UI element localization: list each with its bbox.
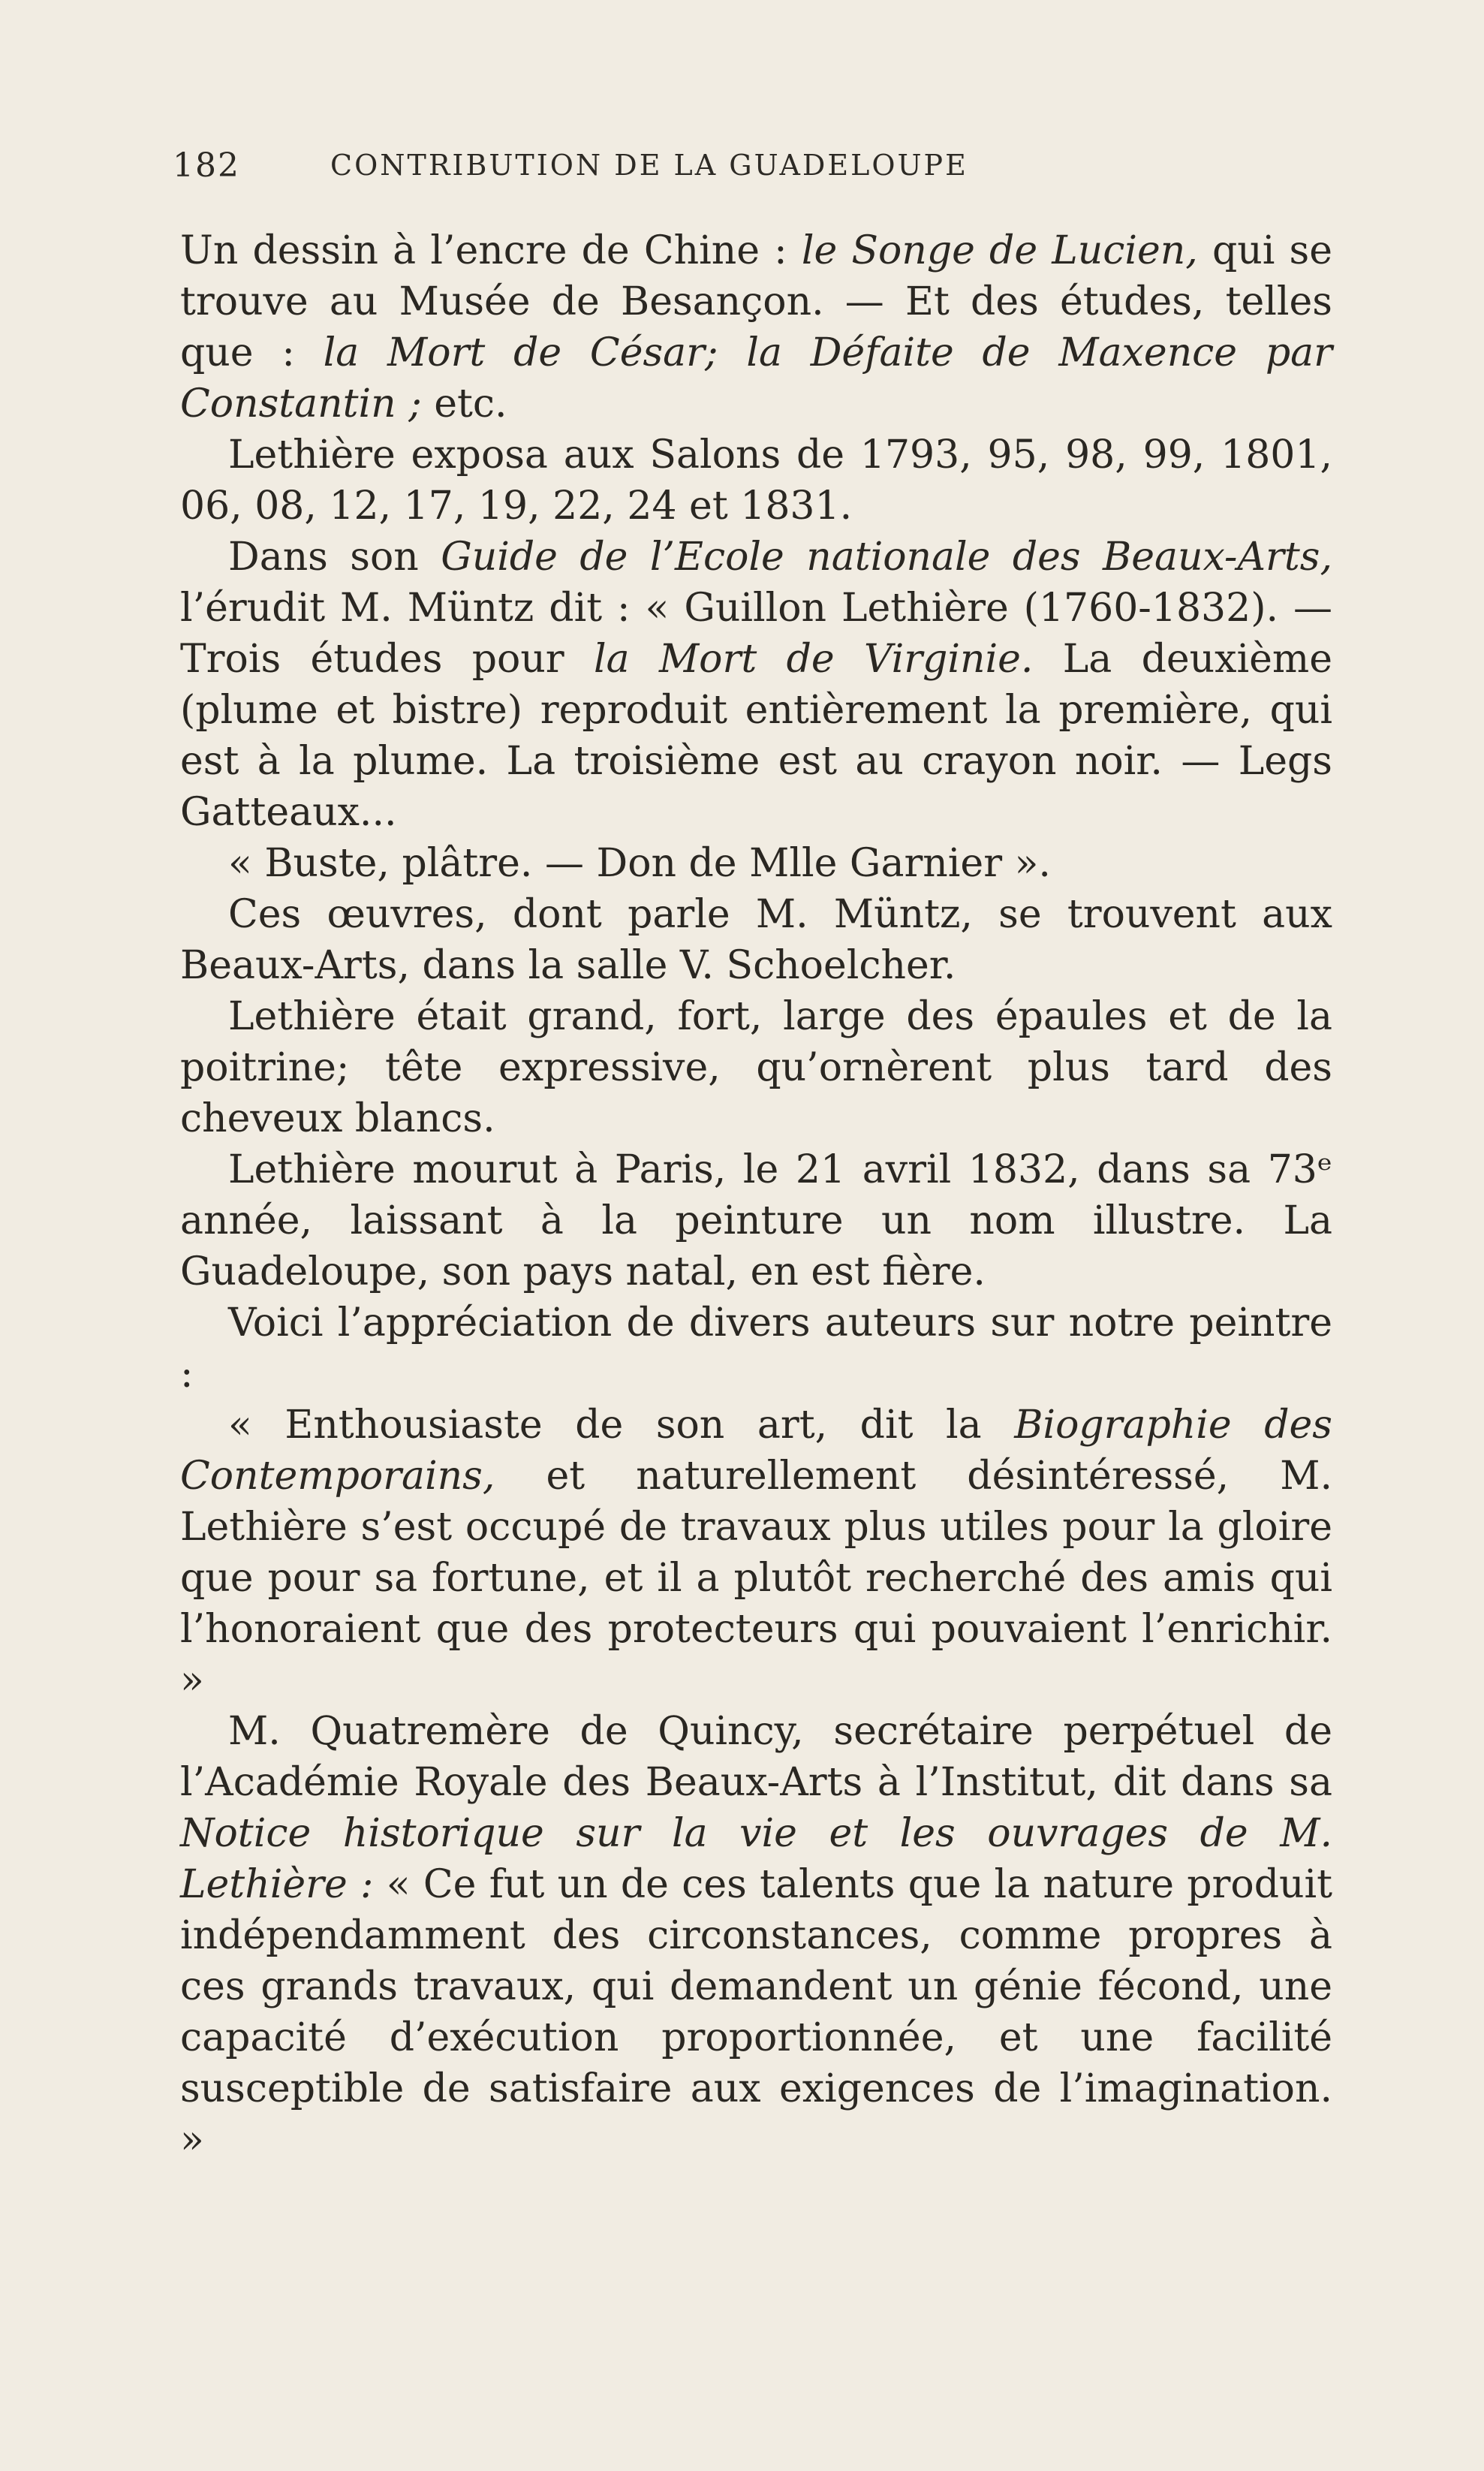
paragraph-7: Lethière mourut à Paris, le 21 avril 1832, dans sa 73ᵉ année, laissant à la peinture un nom illustre. La Guadeloupe, son pays natal, en est fière. bbox=[180, 1147, 1332, 1294]
paragraph-text: Un dessin à l’encre de Chine : bbox=[180, 228, 802, 273]
paragraph-text: M. Quatremère de Quincy, secrétaire perpétuel de l’Académie Royale des Beaux-Arts à l’Institut, dit dans sa bbox=[180, 1709, 1332, 1805]
italic-title: la Mort de Virginie. bbox=[593, 637, 1034, 682]
paragraph-5: Ces œuvres, dont parle M. Müntz, se trouvent aux Beaux-Arts, dans la salle V. Schoelcher. bbox=[180, 892, 1332, 988]
paragraph-text: « Ce fut un de ces talents que la nature produit indépendamment des circonstances, comme propres à ces grands travaux, qui demandent un génie fécond, une capacité d’exécution proportionnée, et une facilité susceptible de satisfaire aux exigences de l’imagination. » bbox=[180, 1862, 1333, 2162]
running-head bbox=[173, 143, 1329, 188]
paragraph-text: l’érudit M. Müntz dit : « Guillon Lethière (1760-1832). — Trois études pour bbox=[180, 586, 1332, 682]
paragraph-2: Lethière exposa aux Salons de 1793, 95, 98, 99, 1801, 06, 08, 12, 17, 19, 22, 24 et 1831. bbox=[180, 432, 1332, 529]
running-title: CONTRIBUTION DE LA GUADELOUPE bbox=[330, 149, 968, 182]
italic-title: Notice historique sur la vie et les ouvrages de M. Lethière : bbox=[180, 1811, 1332, 1907]
paragraph-9 bbox=[180, 1400, 1332, 1706]
paragraph-text: qui se trouve au Musée de Besançon. — Et des études, telles que : bbox=[180, 228, 1332, 375]
paragraph-1 bbox=[180, 225, 1332, 429]
paragraph-text: « Enthousiaste de son art, dit la bbox=[228, 1403, 1015, 1448]
italic-title: Biographie des Contemporains, bbox=[180, 1403, 1332, 1499]
paragraph-text: La deuxième (plume et bistre) reproduit entièrement la première, qui est à la plume. La troisième est au crayon noir. — Legs Gatteaux... bbox=[180, 637, 1332, 835]
paragraph-10 bbox=[180, 1706, 1332, 2165]
paragraph-text: etc. bbox=[421, 381, 507, 426]
paragraph-3 bbox=[180, 532, 1332, 838]
paragraph-8: Voici l’appréciation de divers auteurs sur notre peintre : bbox=[180, 1300, 1332, 1397]
paragraph-4: « Buste, plâtre. — Don de Mlle Garnier ». bbox=[228, 841, 1051, 886]
italic-title: Guide de l’Ecole nationale des Beaux-Arts, bbox=[441, 535, 1332, 580]
paragraph-6: Lethière était grand, fort, large des épaules et de la poitrine; tête expressive, qu’ornèrent plus tard des cheveux blancs. bbox=[180, 994, 1332, 1141]
italic-title: la Mort de César; la Défaite de Maxence par Constantin ; bbox=[180, 330, 1332, 426]
body-text bbox=[180, 225, 1332, 2165]
page-number: 182 bbox=[173, 146, 240, 185]
paragraph-text: Dans son bbox=[228, 535, 441, 580]
paragraph-text: et naturellement désintéressé, M. Lethière s’est occupé de travaux plus utiles pour la gloire que pour sa fortune, et il a plutôt recherché des amis qui l’honoraient que des protecteurs qui pouvaient l’enrichir. » bbox=[180, 1454, 1332, 1703]
italic-title: le Songe de Lucien, bbox=[801, 228, 1198, 273]
